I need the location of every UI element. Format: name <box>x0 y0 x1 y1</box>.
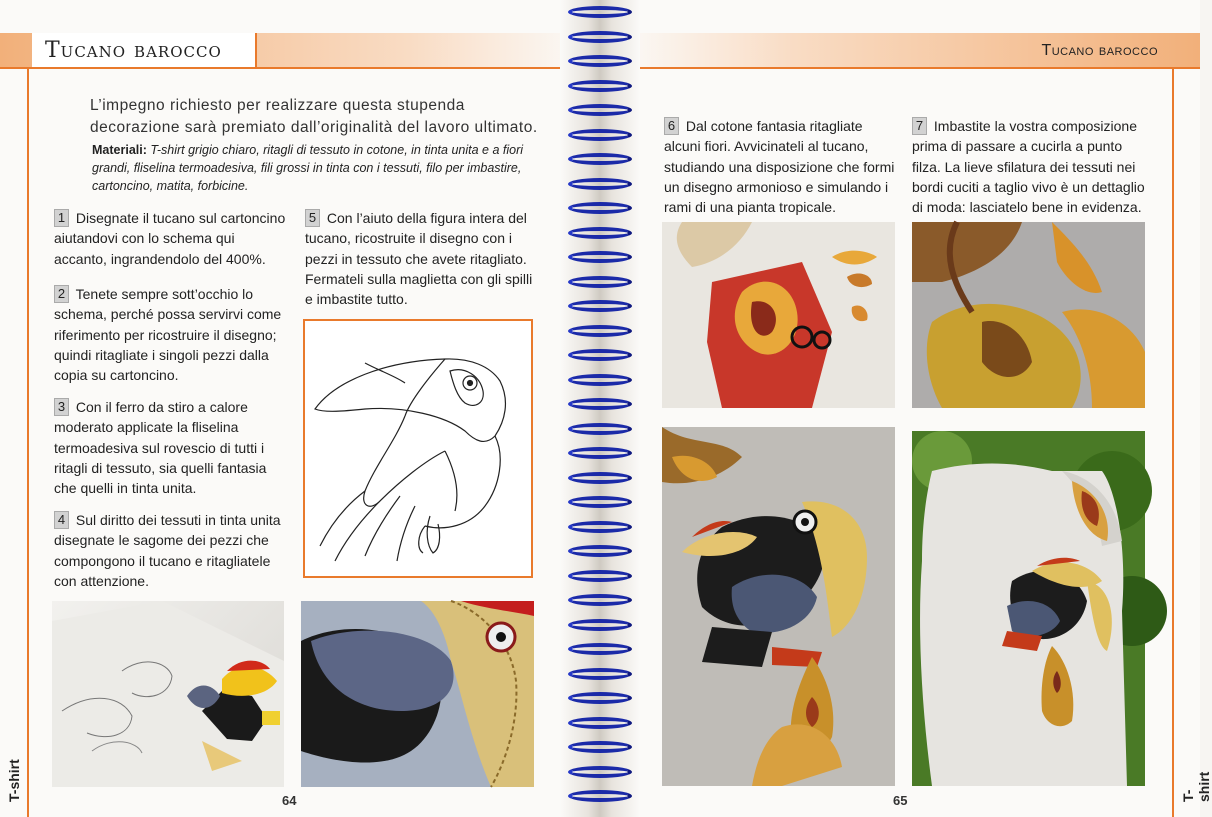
step-text: Tenete sempre sott’occhio lo schema, perché possa servirvi come riferimento per ricostruire il disegno; quindi ritagliate i singoli pezzi dalla copia su cartoncino. <box>54 286 282 384</box>
step-text: Con il ferro da stiro a calore moderato applicate la fliselina termoadesiva sul rovescio di tutti i ritagli di tessuto, sia quelli fantasia che quelli in tinta unita. <box>54 399 267 497</box>
side-rule-left <box>27 67 29 817</box>
binding-ring <box>568 374 632 386</box>
photo-finished-shirt <box>912 431 1145 786</box>
step-6 <box>664 116 900 217</box>
binding-ring <box>568 6 632 18</box>
photo-shirt-closeup <box>662 427 895 786</box>
binding-ring <box>568 766 632 778</box>
step-text: Sul diritto dei tessuti in tinta unita disegnate le sagome dei pezzi che compongono il tucano e ritagliatele con attenzione. <box>54 512 281 589</box>
section-label-right: T-shirt <box>1180 771 1212 802</box>
step-number: 1 <box>54 209 69 227</box>
photo-illustration <box>662 222 895 408</box>
binding-ring <box>568 423 632 435</box>
binding-ring <box>568 668 632 680</box>
step-5 <box>305 208 537 309</box>
section-label-left: T-shirt <box>6 759 22 802</box>
materials-text: T-shirt grigio chiaro, ritagli di tessuto in cotone, in tinta unita e a fiori grandi, fliselina termoadesiva, fili grossi in tinta con i tessuti, filo per imbastire, cartoncino, matita, forbicine. <box>92 143 524 194</box>
photo-illustration <box>301 601 534 787</box>
step-text: Disegnate il tucano sul cartoncino aiutandovi con lo schema qui accanto, ingrandendolo del 400%. <box>54 210 286 267</box>
step-text: Dal cotone fantasia ritagliate alcuni fiori. Avvicinateli al tucano, studiando una disposizione che formi un disegno armonioso e simulando i rami di una pianta tropicale. <box>664 118 895 216</box>
binding-ring <box>568 692 632 704</box>
step-text: Con l’aiuto della figura intera del tucano, ricostruite il disegno con i pezzi in tessuto che avete ritagliato. Fermateli sulla maglietta con gli spilli e imbastite tutto. <box>305 210 533 308</box>
binding-ring <box>568 104 632 116</box>
photo-illustration <box>52 601 284 787</box>
step-number: 3 <box>54 398 69 416</box>
step-3 <box>54 397 286 498</box>
binding-ring <box>568 80 632 92</box>
step-2 <box>54 284 286 385</box>
binding-ring <box>568 570 632 582</box>
step-number: 6 <box>664 117 679 135</box>
binding-ring <box>568 227 632 239</box>
step-1 <box>54 208 286 269</box>
binding-ring <box>568 349 632 361</box>
photo-step-6 <box>662 222 895 408</box>
photo-illustration <box>662 427 895 786</box>
binding-ring <box>568 300 632 312</box>
step-number: 5 <box>305 209 320 227</box>
step-number: 7 <box>912 117 927 135</box>
step-number: 4 <box>54 511 69 529</box>
step-text: Imbastite la vostra composizione prima di passare a cucirla a punto filza. La lieve sfilatura dei tessuti nei bordi cuciti a taglio vivo è un dettaglio di moda: lasciatelo bene in evidenza. <box>912 118 1145 216</box>
binding-ring <box>568 129 632 141</box>
photo-step-7a <box>912 222 1145 408</box>
binding-ring <box>568 741 632 753</box>
materials-list <box>92 141 537 195</box>
side-rule-right <box>1172 67 1174 817</box>
binding-ring <box>568 619 632 631</box>
binding-ring <box>568 31 632 43</box>
binding-ring <box>568 178 632 190</box>
binding-ring <box>568 276 632 288</box>
intro-paragraph: L’impegno richiesto per realizzare questa stupenda decorazione sarà premiato dall’originalità del lavoro ultimato. <box>90 97 538 137</box>
step-4 <box>54 510 286 591</box>
binding-ring <box>568 545 632 557</box>
binding-ring <box>568 153 632 165</box>
step-7 <box>912 116 1148 217</box>
binding-ring <box>568 398 632 410</box>
binding-ring <box>568 643 632 655</box>
binding-ring <box>568 472 632 484</box>
binding-ring <box>568 202 632 214</box>
binding-ring <box>568 717 632 729</box>
photo-illustration <box>912 222 1145 408</box>
page-number-right: 65 <box>893 793 908 808</box>
binding-ring <box>568 790 632 802</box>
toucan-pattern-figure <box>303 319 533 578</box>
step-number: 2 <box>54 285 69 303</box>
photo-step-5 <box>301 601 534 787</box>
photo-illustration <box>912 431 1145 786</box>
toucan-outline-drawing <box>305 321 531 576</box>
binding-ring <box>568 447 632 459</box>
binding-ring <box>568 521 632 533</box>
page-title-right: Tucano barocco <box>1041 42 1158 59</box>
materials-label: Materiali: <box>92 143 147 157</box>
page-number-left: 64 <box>282 793 297 808</box>
binding-ring <box>568 594 632 606</box>
binding-ring <box>568 55 632 67</box>
binding-ring <box>568 325 632 337</box>
binding-ring <box>568 251 632 263</box>
binding-ring <box>568 496 632 508</box>
photo-step-1 <box>52 601 284 787</box>
page-title-left: Tucano barocco <box>45 38 222 63</box>
